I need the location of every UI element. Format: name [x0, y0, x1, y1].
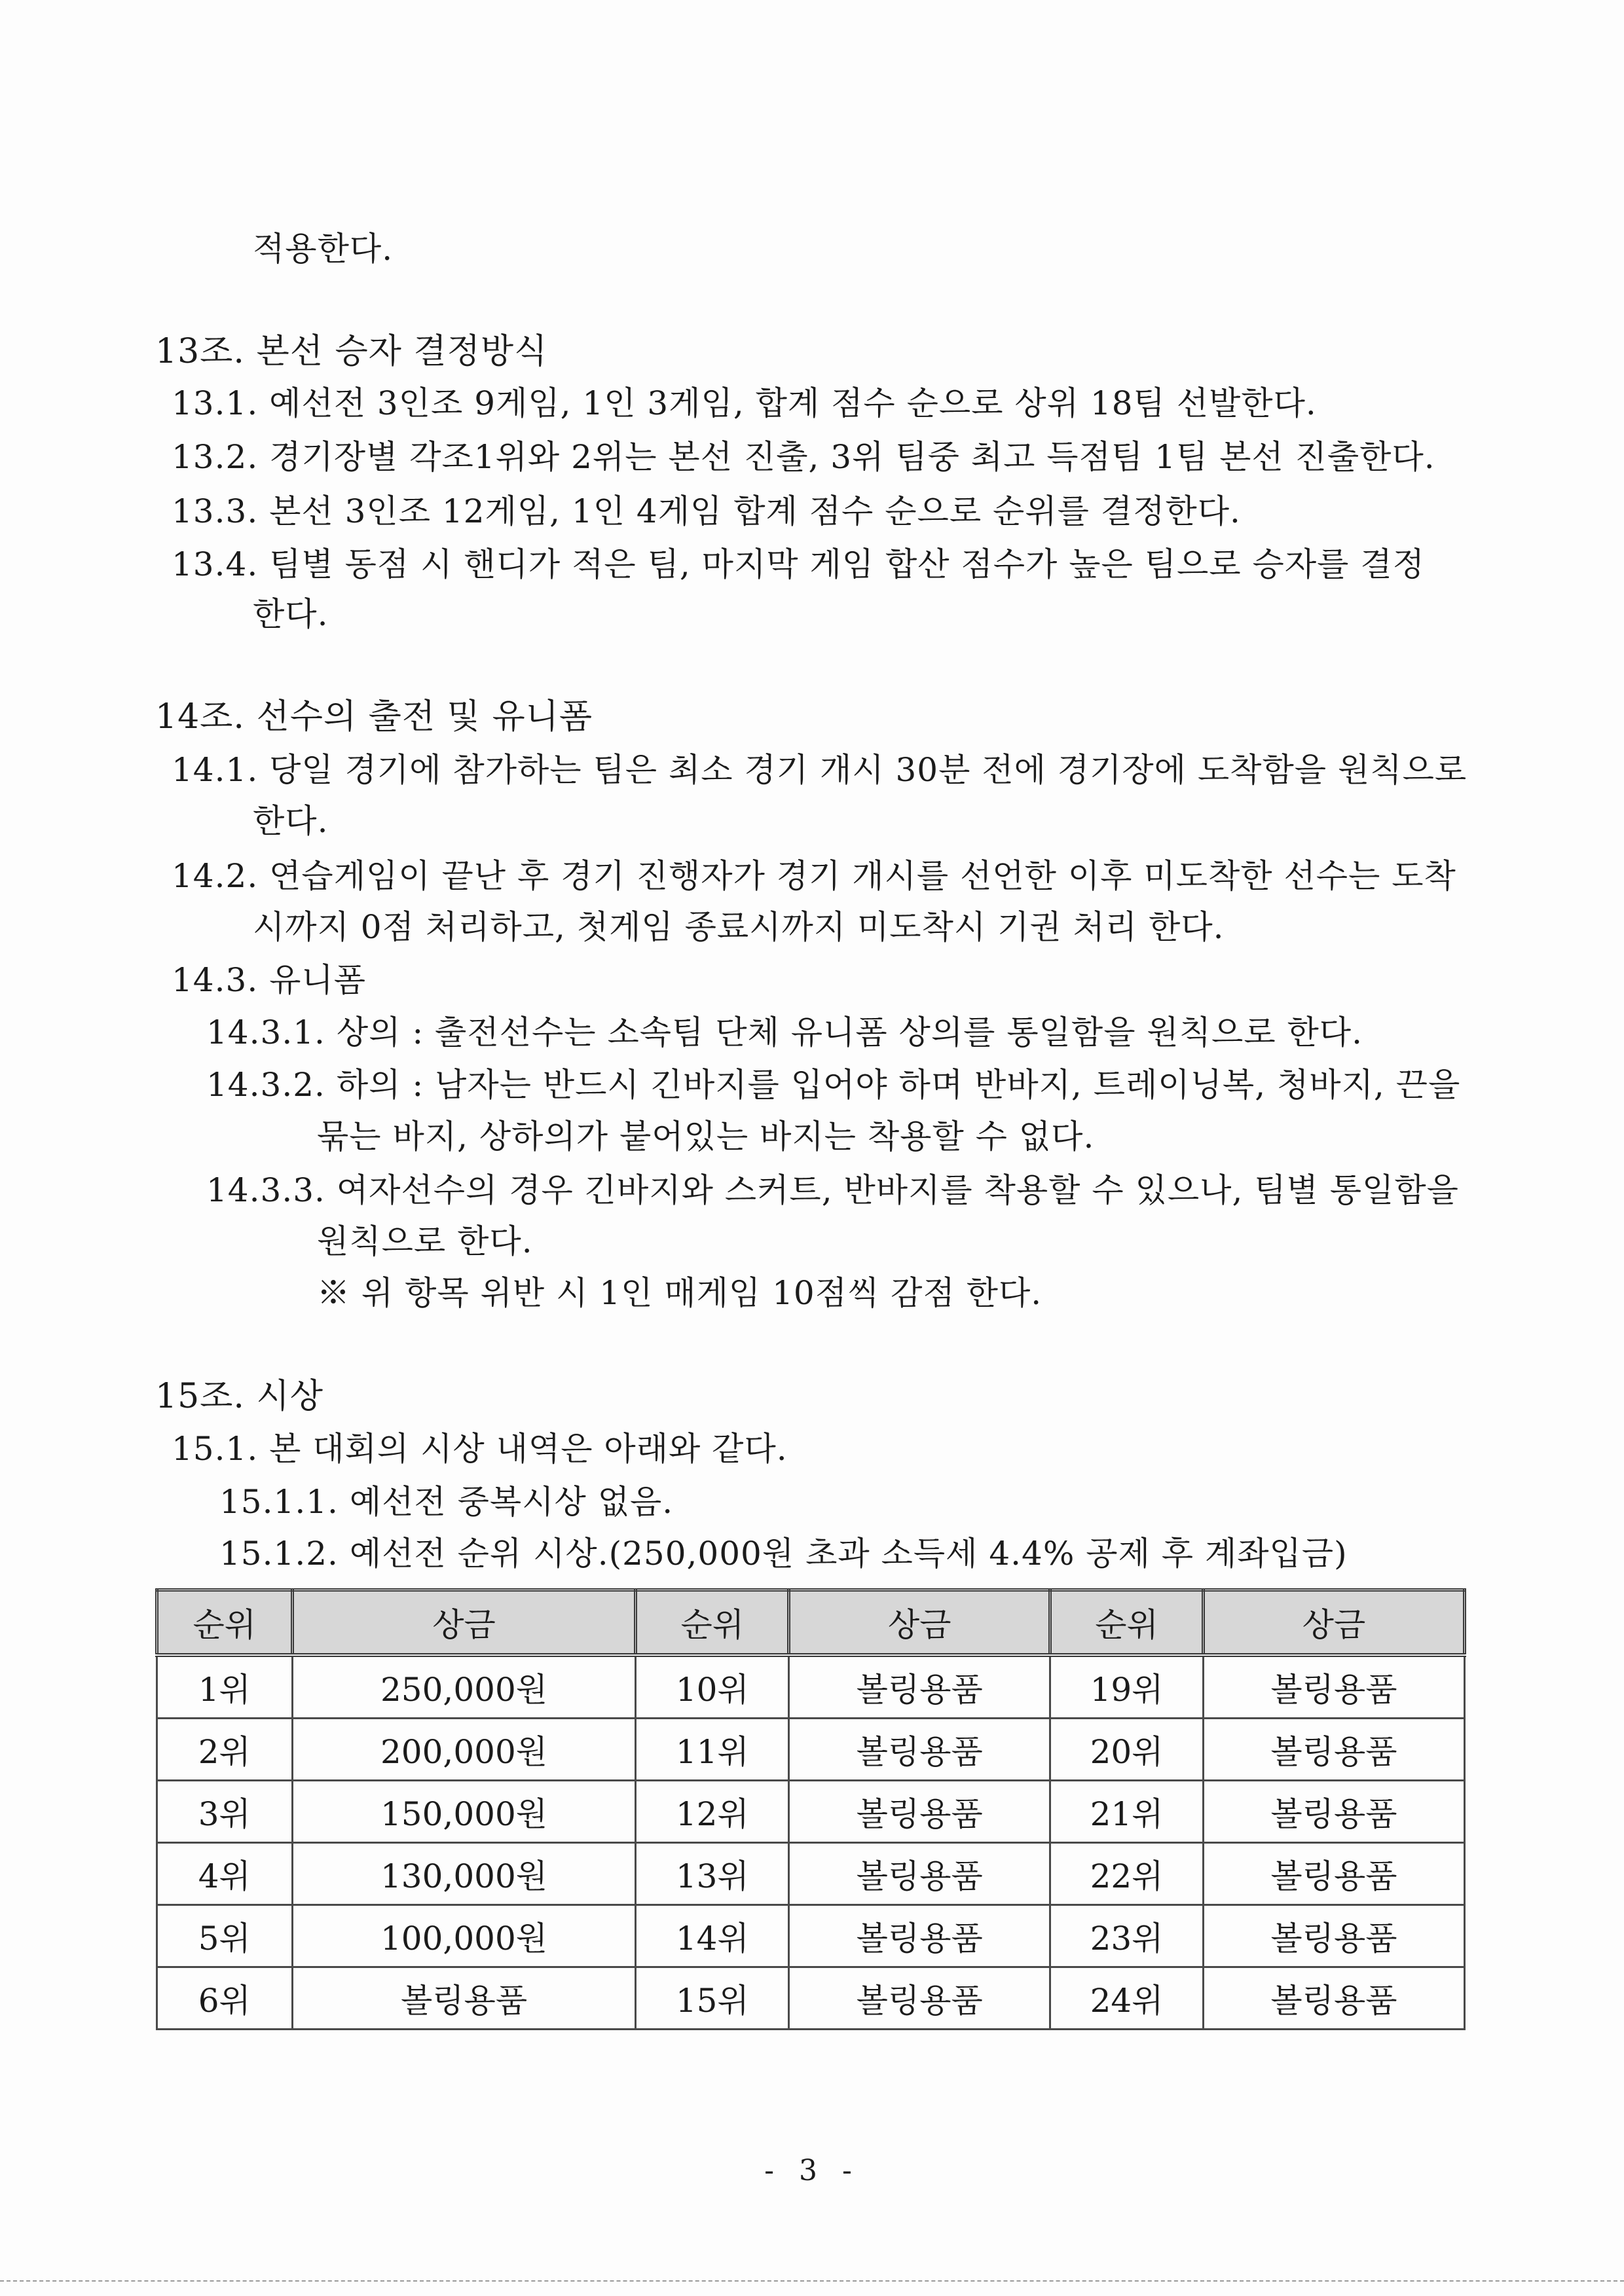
rank-cell: 2위 — [157, 1719, 293, 1781]
rank-cell: 13위 — [636, 1843, 789, 1905]
clause-14-3-2-line2: 묶는 바지, 상하의가 붙어있는 바지는 착용할 수 없다. — [317, 1118, 1095, 1156]
rank-cell: 19위 — [1050, 1655, 1204, 1719]
prize-cell: 100,000원 — [292, 1905, 636, 1967]
prize-cell: 볼링용품 — [1203, 1781, 1464, 1843]
prize-cell: 볼링용품 — [1203, 1655, 1464, 1719]
section-heading-13: 13조. 본선 승자 결정방식 — [155, 332, 548, 371]
rank-cell: 1위 — [157, 1655, 293, 1719]
header-prize: 상금 — [292, 1590, 636, 1656]
prize-cell: 볼링용품 — [789, 1781, 1050, 1843]
rank-cell: 6위 — [157, 1967, 293, 2030]
prize-cell: 볼링용품 — [789, 1719, 1050, 1781]
prize-cell: 250,000원 — [292, 1655, 636, 1719]
table-row — [157, 1655, 1465, 1719]
table-header-row — [157, 1590, 1465, 1656]
clause-13-3: 13.3. 본선 3인조 12게임, 1인 4게임 합계 점수 순으로 순위를 결정한다. — [172, 492, 1241, 530]
header-rank: 순위 — [157, 1590, 293, 1656]
rank-cell: 21위 — [1050, 1781, 1204, 1843]
rank-cell: 4위 — [157, 1843, 293, 1905]
rank-cell: 20위 — [1050, 1719, 1204, 1781]
rank-cell: 5위 — [157, 1905, 293, 1967]
rank-cell: 12위 — [636, 1781, 789, 1843]
clause-14-3-1: 14.3.1. 상의 : 출전선수는 소속팀 단체 유니폼 상의를 통일함을 원칙으로 한다. — [206, 1013, 1363, 1051]
rank-cell: 15위 — [636, 1967, 789, 2030]
clause-14-3-2-line1: 14.3.2. 하의 : 남자는 반드시 긴바지를 입어야 하며 반바지, 트레이닝복, 청바지, 끈을 — [206, 1066, 1461, 1104]
table-row — [157, 1905, 1465, 1967]
section-heading-15: 15조. 시상 — [155, 1377, 323, 1416]
prize-cell: 150,000원 — [292, 1781, 636, 1843]
prize-cell: 볼링용품 — [1203, 1843, 1464, 1905]
rank-cell: 3위 — [157, 1781, 293, 1843]
clause-15-1: 15.1. 본 대회의 시상 내역은 아래와 같다. — [172, 1430, 788, 1468]
clause-14-1-line2: 한다. — [253, 802, 329, 840]
rank-cell: 23위 — [1050, 1905, 1204, 1967]
clause-14-2-line2: 시까지 0점 처리하고, 첫게임 종료시까지 미도착시 기권 처리 한다. — [253, 908, 1225, 946]
clause-13-1: 13.1. 예선전 3인조 9게임, 1인 3게임, 합계 점수 순으로 상위 18팀 선발한다. — [172, 384, 1317, 422]
prize-table — [155, 1588, 1466, 2030]
section-heading-14: 14조. 선수의 출전 및 유니폼 — [155, 697, 593, 737]
penalty-note: ※ 위 항목 위반 시 1인 매게임 10점씩 감점 한다. — [317, 1274, 1043, 1312]
header-rank: 순위 — [636, 1590, 789, 1656]
rank-cell: 11위 — [636, 1719, 789, 1781]
header-prize: 상금 — [1203, 1590, 1464, 1656]
rank-cell: 22위 — [1050, 1843, 1204, 1905]
clause-14-3-3-line1: 14.3.3. 여자선수의 경우 긴바지와 스커트, 반바지를 착용할 수 있으나, 팀별 통일함을 — [206, 1171, 1459, 1209]
prize-cell: 볼링용품 — [1203, 1967, 1464, 2030]
prize-cell: 볼링용품 — [1203, 1905, 1464, 1967]
prize-cell: 볼링용품 — [789, 1655, 1050, 1719]
rank-cell: 10위 — [636, 1655, 789, 1719]
page-number: - 3 - — [764, 2154, 860, 2187]
table-row — [157, 1843, 1465, 1905]
table-row — [157, 1967, 1465, 2030]
footer-divider — [0, 2280, 1624, 2282]
table-row — [157, 1781, 1465, 1843]
rank-cell: 14위 — [636, 1905, 789, 1967]
clause-13-2: 13.2. 경기장별 각조1위와 2위는 본선 진출, 3위 팀중 최고 득점팀 1팀 본선 진출한다. — [172, 438, 1435, 476]
continued-text: 적용한다. — [253, 230, 394, 268]
clause-13-4-line1: 13.4. 팀별 동점 시 핸디가 적은 팀, 마지막 게임 합산 점수가 높은 팀으로 승자를 결정 — [172, 545, 1425, 583]
prize-cell: 볼링용품 — [789, 1967, 1050, 2030]
prize-cell: 볼링용품 — [789, 1905, 1050, 1967]
table-row — [157, 1719, 1465, 1781]
header-rank: 순위 — [1050, 1590, 1204, 1656]
clause-14-3: 14.3. 유니폼 — [172, 961, 367, 999]
clause-15-1-2: 15.1.2. 예선전 순위 시상.(250,000원 초과 소득세 4.4% 공제 후 계좌입금) — [219, 1535, 1348, 1573]
prize-cell: 볼링용품 — [789, 1843, 1050, 1905]
prize-cell: 200,000원 — [292, 1719, 636, 1781]
rank-cell: 24위 — [1050, 1967, 1204, 2030]
clause-15-1-1: 15.1.1. 예선전 중복시상 없음. — [219, 1483, 674, 1521]
prize-cell: 130,000원 — [292, 1843, 636, 1905]
clause-13-4-line2: 한다. — [253, 595, 329, 633]
clause-14-2-line1: 14.2. 연습게임이 끝난 후 경기 진행자가 경기 개시를 선언한 이후 미도착한 선수는 도착 — [172, 857, 1456, 895]
clause-14-3-3-line2: 원칙으로 한다. — [317, 1222, 533, 1260]
prize-cell: 볼링용품 — [292, 1967, 636, 2030]
header-prize: 상금 — [789, 1590, 1050, 1656]
clause-14-1-line1: 14.1. 당일 경기에 참가하는 팀은 최소 경기 개시 30분 전에 경기장에 도착함을 원칙으로 — [172, 751, 1467, 789]
prize-cell: 볼링용품 — [1203, 1719, 1464, 1781]
